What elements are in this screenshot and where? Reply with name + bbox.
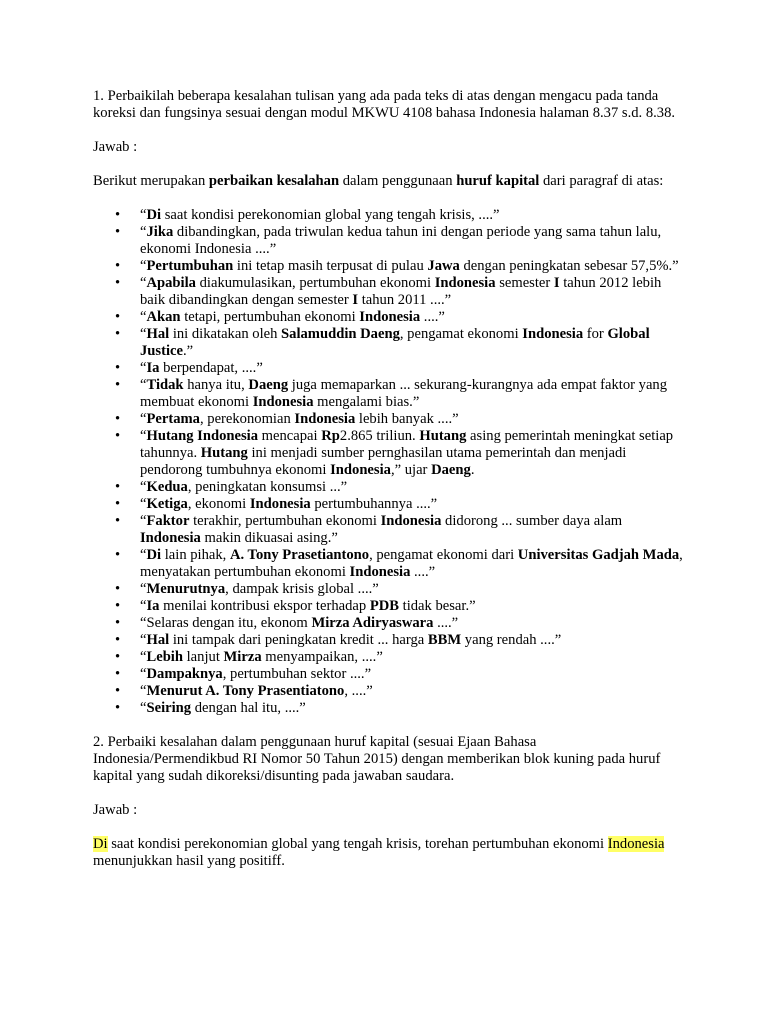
text-segment: tidak besar.” bbox=[399, 598, 476, 614]
bullet-glyph: • bbox=[115, 309, 121, 325]
bullet-glyph: • bbox=[115, 581, 121, 597]
bullet-glyph: • bbox=[115, 683, 121, 699]
bullet-glyph: • bbox=[115, 275, 121, 291]
bold-segment: Hutang bbox=[200, 445, 248, 461]
text-segment: menilai kontribusi ekspor terhadap bbox=[159, 598, 370, 614]
highlighted-capital: Di bbox=[93, 836, 108, 852]
text-segment: lebih banyak ....” bbox=[355, 411, 459, 427]
text-segment: ini menjadi sumber pernghasilan utama pemerintah dan menjadi pendorong tumbuhnya ekonomi bbox=[140, 445, 627, 478]
text-segment: , pengamat ekonomi dari bbox=[369, 547, 518, 563]
bold-segment: Pertumbuhan bbox=[146, 258, 234, 274]
bold-segment: Indonesia bbox=[349, 564, 411, 580]
bold-segment: Indonesia bbox=[140, 530, 201, 546]
text-segment: “ bbox=[140, 428, 147, 444]
bold-segment: Indonesia bbox=[359, 309, 421, 325]
list-item bbox=[93, 207, 683, 224]
list-item bbox=[93, 581, 683, 598]
bullet-glyph: • bbox=[115, 513, 121, 529]
text-segment: “ bbox=[140, 666, 147, 682]
bold-segment: Indonesia bbox=[294, 411, 356, 427]
question-2-answer-label: Jawab : bbox=[93, 802, 138, 818]
text-segment: dengan hal itu, ....” bbox=[191, 700, 306, 716]
bold-segment: PDB bbox=[369, 598, 399, 614]
text-segment: pertumbuhannya ....” bbox=[310, 496, 438, 512]
list-item bbox=[93, 615, 683, 632]
text-segment: hanya itu, bbox=[183, 377, 249, 393]
text-segment: “ bbox=[140, 377, 147, 393]
bullet-glyph: • bbox=[115, 666, 121, 682]
bullet-glyph: • bbox=[115, 258, 121, 274]
question-1-intro bbox=[93, 173, 683, 190]
text-segment: for bbox=[583, 326, 608, 342]
list-item bbox=[93, 666, 683, 683]
bold-segment: Apabila bbox=[146, 275, 196, 291]
text-segment: “ bbox=[140, 547, 147, 563]
text-segment: “ bbox=[140, 700, 147, 716]
bold-segment: Jika bbox=[146, 224, 174, 240]
text-segment: “ bbox=[140, 496, 147, 512]
bold-segment: Universitas Gadjah Mada bbox=[517, 547, 680, 563]
bullet-glyph: • bbox=[115, 411, 121, 427]
text-segment: menunjukkan hasil yang positiff. bbox=[93, 853, 285, 869]
question-1-answer-label: Jawab : bbox=[93, 139, 138, 155]
text-segment: “ bbox=[140, 598, 147, 614]
text-segment: juga memaparkan ... sekurang-kurangnya ada empat faktor yang membuat ekonomi bbox=[140, 377, 668, 410]
highlighted-capital: Indonesia bbox=[607, 836, 665, 852]
text-segment: saat kondisi perekonomian global yang tengah krisis, torehan pertumbuhan ekonomi bbox=[107, 836, 608, 852]
list-item bbox=[93, 326, 683, 360]
bullet-glyph: • bbox=[115, 479, 121, 495]
bold-segment: Jawa bbox=[427, 258, 460, 274]
text-segment: lanjut bbox=[182, 649, 224, 665]
text-segment: “ bbox=[140, 224, 147, 240]
question-2-answer bbox=[93, 836, 683, 870]
bold-segment: I bbox=[553, 275, 560, 291]
bold-segment: Lebih bbox=[146, 649, 183, 665]
bold-segment: Indonesia bbox=[434, 275, 496, 291]
correction-list bbox=[93, 207, 683, 717]
text-segment: diakumulasikan, pertumbuhan ekonomi bbox=[195, 275, 435, 291]
bold-segment: Pertama bbox=[146, 411, 200, 427]
list-item bbox=[93, 496, 683, 513]
bold-segment: Rp bbox=[321, 428, 340, 444]
bold-segment: Indonesia bbox=[522, 326, 584, 342]
list-item bbox=[93, 547, 683, 581]
bold-segment: Ia bbox=[146, 360, 160, 376]
text-segment: “ bbox=[140, 275, 147, 291]
list-item bbox=[93, 632, 683, 649]
bold-segment: Hutang bbox=[419, 428, 467, 444]
text-segment: 2.865 triliun. bbox=[339, 428, 420, 444]
bullet-glyph: • bbox=[115, 615, 121, 631]
question-2-text: 2. Perbaiki kesalahan dalam penggunaan huruf kapital (sesuai Ejaan Bahasa Indonesia/Permendikbud RI Nomor 50 Tahun 2015) dengan memberikan blok kuning pada huruf kapital yang sudah dikoreksi/disunting pada jawaban saudara. bbox=[93, 734, 661, 784]
text-segment: “ bbox=[140, 513, 147, 529]
bold-segment: Indonesia bbox=[330, 462, 391, 478]
bold-segment: I bbox=[352, 292, 359, 308]
text-segment: tahun 2012 lebih baik dibandingkan dengan semester bbox=[140, 275, 662, 308]
bold-segment: Indonesia bbox=[252, 394, 314, 410]
text-segment: , ....” bbox=[344, 683, 373, 699]
intro-text-1: Berikut merupakan bbox=[93, 173, 209, 189]
text-segment: “ bbox=[140, 479, 147, 495]
bold-segment: Akan bbox=[146, 309, 181, 325]
text-segment: ini tampak dari peningkatan kredit ... harga bbox=[169, 632, 428, 648]
text-segment: “ bbox=[140, 207, 147, 223]
bullet-glyph: • bbox=[115, 632, 121, 648]
bullet-glyph: • bbox=[115, 598, 121, 614]
text-segment: menyampaikan, ....” bbox=[261, 649, 383, 665]
text-segment: .” bbox=[182, 343, 194, 359]
list-item bbox=[93, 258, 683, 275]
text-segment: , perekonomian bbox=[199, 411, 295, 427]
text-segment: ....” bbox=[420, 309, 445, 325]
bullet-glyph: • bbox=[115, 700, 121, 716]
text-segment: asing pemerintah meningkat setiap tahunnya. bbox=[140, 428, 674, 461]
text-segment: , dampak krisis global ....” bbox=[225, 581, 379, 597]
bold-segment: Hal bbox=[146, 632, 170, 648]
list-item bbox=[93, 479, 683, 496]
text-segment: didorong ... sumber daya alam bbox=[441, 513, 623, 529]
list-item bbox=[93, 224, 683, 258]
bold-segment: Daeng bbox=[431, 462, 471, 478]
text-segment: , pengamat ekonomi bbox=[399, 326, 523, 342]
text-segment: lain pihak, bbox=[161, 547, 230, 563]
bold-segment: Hal bbox=[146, 326, 170, 342]
bold-segment: Salamuddin Daeng bbox=[281, 326, 400, 342]
bold-segment: Hutang Indonesia bbox=[146, 428, 259, 444]
text-segment: semester bbox=[495, 275, 554, 291]
bold-segment: Menurut A. Tony Prasentiatono bbox=[146, 683, 345, 699]
bold-segment: Menurutnya bbox=[146, 581, 226, 597]
text-segment: “ bbox=[140, 258, 147, 274]
text-segment: . bbox=[470, 462, 475, 478]
text-segment: , menyatakan pertumbuhan ekonomi bbox=[140, 547, 683, 580]
intro-text-3: dari paragraf di atas: bbox=[539, 173, 664, 189]
text-segment: dengan peningkatan sebesar 57,5%.” bbox=[459, 258, 679, 274]
bold-segment: Seiring bbox=[146, 700, 192, 716]
text-segment: “ bbox=[140, 360, 147, 376]
bold-segment: Indonesia bbox=[249, 496, 311, 512]
text-segment: , ekonomi bbox=[187, 496, 250, 512]
bullet-glyph: • bbox=[115, 377, 121, 393]
bold-segment: Ketiga bbox=[146, 496, 188, 512]
text-segment: tetapi, pertumbuhan ekonomi bbox=[180, 309, 360, 325]
text-segment: ....” bbox=[433, 615, 459, 631]
text-segment: “ bbox=[140, 649, 147, 665]
bold-segment: Kedua bbox=[146, 479, 188, 495]
bold-segment: BBM bbox=[427, 632, 462, 648]
text-segment: ini tetap masih terpusat di pulau bbox=[233, 258, 428, 274]
bold-segment: Ia bbox=[146, 598, 160, 614]
bold-segment: Global Justice bbox=[140, 326, 650, 359]
text-segment: ini dikatakan oleh bbox=[169, 326, 282, 342]
text-segment: “ bbox=[140, 309, 147, 325]
text-segment: tahun 2011 ....” bbox=[358, 292, 452, 308]
list-item bbox=[93, 513, 683, 547]
text-segment: “ bbox=[140, 326, 147, 342]
text-segment: “ bbox=[140, 683, 147, 699]
bold-segment: Mirza bbox=[223, 649, 262, 665]
text-segment: makin dikuasai asing.” bbox=[200, 530, 338, 546]
bold-segment: Mirza Adiryaswara bbox=[311, 615, 434, 631]
intro-bold-2: huruf kapital bbox=[456, 173, 540, 189]
bold-segment: Tidak bbox=[146, 377, 184, 393]
bullet-glyph: • bbox=[115, 496, 121, 512]
bold-segment: A. Tony Prasetiantono bbox=[229, 547, 370, 563]
bullet-glyph: • bbox=[115, 360, 121, 376]
text-segment: ....” bbox=[410, 564, 436, 580]
list-item bbox=[93, 700, 683, 717]
text-segment: , peningkatan konsumsi ...” bbox=[187, 479, 348, 495]
bold-segment: Daeng bbox=[248, 377, 289, 393]
list-item bbox=[93, 428, 683, 479]
intro-text-2: dalam penggunaan bbox=[339, 173, 457, 189]
text-segment: saat kondisi perekonomian global yang tengah krisis, ....” bbox=[161, 207, 500, 223]
question-1-text: 1. Perbaikilah beberapa kesalahan tulisan yang ada pada teks di atas dengan mengacu pada tanda koreksi dan fungsinya sesuai dengan modul MKWU 4108 bahasa Indonesia halaman 8.37 s.d. 8.38. bbox=[93, 88, 676, 121]
text-segment: , pertumbuhan sektor ....” bbox=[222, 666, 372, 682]
bullet-glyph: • bbox=[115, 207, 121, 223]
text-segment: “ bbox=[140, 411, 147, 427]
text-segment: berpendapat, ....” bbox=[159, 360, 263, 376]
bold-segment: Di bbox=[146, 547, 162, 563]
intro-bold-1: perbaikan kesalahan bbox=[208, 173, 340, 189]
text-segment: “ bbox=[140, 632, 147, 648]
bullet-glyph: • bbox=[115, 428, 121, 444]
bullet-glyph: • bbox=[115, 649, 121, 665]
text-segment: yang rendah ....” bbox=[461, 632, 562, 648]
list-item bbox=[93, 411, 683, 428]
list-item bbox=[93, 683, 683, 700]
list-item bbox=[93, 309, 683, 326]
bold-segment: Faktor bbox=[146, 513, 190, 529]
list-item bbox=[93, 377, 683, 411]
text-segment: mengalami bias.” bbox=[313, 394, 420, 410]
list-item bbox=[93, 275, 683, 309]
text-segment: “Selaras dengan itu, ekonom bbox=[140, 615, 312, 631]
bullet-glyph: • bbox=[115, 224, 121, 240]
list-item bbox=[93, 598, 683, 615]
list-item bbox=[93, 360, 683, 377]
bold-segment: Dampaknya bbox=[146, 666, 223, 682]
text-segment: terakhir, pertumbuhan ekonomi bbox=[189, 513, 381, 529]
list-item bbox=[93, 649, 683, 666]
bold-segment: Indonesia bbox=[380, 513, 442, 529]
bullet-glyph: • bbox=[115, 326, 121, 342]
text-segment: mencapai bbox=[258, 428, 322, 444]
bullet-glyph: • bbox=[115, 547, 121, 563]
bold-segment: Di bbox=[146, 207, 162, 223]
text-segment: “ bbox=[140, 581, 147, 597]
text-segment: ,” ujar bbox=[390, 462, 432, 478]
document-page bbox=[93, 88, 683, 870]
text-segment: dibandingkan, pada triwulan kedua tahun ini dengan periode yang sama tahun lalu, ekonomi Indonesia ....” bbox=[140, 224, 662, 257]
